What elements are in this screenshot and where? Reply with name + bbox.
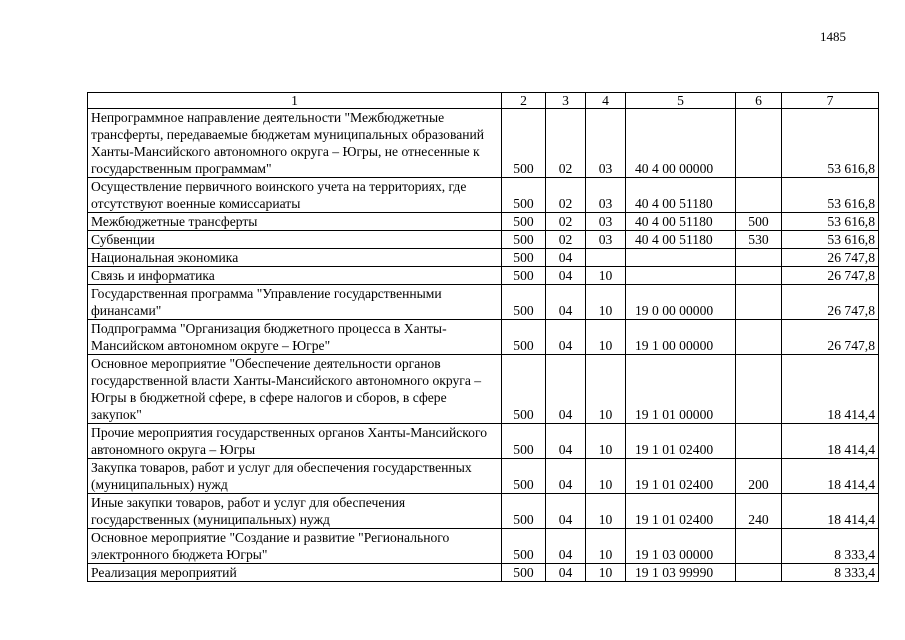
section-code-cell: 04 — [546, 320, 586, 355]
expense-type-code-cell: 240 — [736, 494, 782, 529]
amount-cell: 26 747,8 — [782, 267, 879, 285]
ministry-code-cell: 500 — [502, 267, 546, 285]
target-article-code-cell: 40 4 00 51180 — [626, 213, 736, 231]
table-row — [88, 267, 879, 285]
section-code-cell: 04 — [546, 267, 586, 285]
subsection-code-cell: 03 — [586, 231, 626, 249]
subsection-code-cell: 03 — [586, 178, 626, 213]
section-code-cell: 04 — [546, 424, 586, 459]
table-row — [88, 529, 879, 564]
target-article-code-cell: 19 1 03 00000 — [626, 529, 736, 564]
column-header-6: 6 — [736, 93, 782, 109]
table-row — [88, 178, 879, 213]
subsection-code-cell: 10 — [586, 459, 626, 494]
page-number: 1485 — [820, 29, 846, 44]
expense-name-cell: Основное мероприятие "Создание и развитие "Регионального электронного бюджета Югры" — [88, 529, 502, 564]
amount-cell: 18 414,4 — [782, 494, 879, 529]
expense-name-cell: Национальная экономика — [88, 249, 502, 267]
expense-type-code-cell — [736, 320, 782, 355]
ministry-code-cell: 500 — [502, 459, 546, 494]
amount-cell: 53 616,8 — [782, 213, 879, 231]
expense-type-code-cell — [736, 564, 782, 582]
ministry-code-cell: 500 — [502, 231, 546, 249]
table-row — [88, 355, 879, 424]
table-row — [88, 231, 879, 249]
column-header-3: 3 — [546, 93, 586, 109]
expense-type-code-cell — [736, 424, 782, 459]
expense-name-cell: Осуществление первичного воинского учета на территориях, где отсутствуют военные комиссариаты — [88, 178, 502, 213]
subsection-code-cell: 10 — [586, 285, 626, 320]
section-code-cell: 02 — [546, 213, 586, 231]
expense-name-cell: Государственная программа "Управление государственными финансами" — [88, 285, 502, 320]
expense-name-cell: Непрограммное направление деятельности "Межбюджетные трансферты, передаваемые бюджетам муниципальных образований Ханты-Мансийского автономного округа – Югры, не отнесенные к государственным программам" — [88, 109, 502, 178]
target-article-code-cell: 19 1 01 00000 — [626, 355, 736, 424]
amount-cell: 53 616,8 — [782, 109, 879, 178]
expense-type-code-cell — [736, 109, 782, 178]
expense-type-code-cell — [736, 267, 782, 285]
expense-name-cell: Подпрограмма "Организация бюджетного процесса в Ханты-Мансийском автономном округе – Югре" — [88, 320, 502, 355]
ministry-code-cell: 500 — [502, 529, 546, 564]
amount-cell: 53 616,8 — [782, 231, 879, 249]
table-row — [88, 494, 879, 529]
ministry-code-cell: 500 — [502, 320, 546, 355]
amount-cell: 26 747,8 — [782, 320, 879, 355]
expense-type-code-cell — [736, 529, 782, 564]
subsection-code-cell: 03 — [586, 109, 626, 178]
subsection-code-cell: 03 — [586, 213, 626, 231]
amount-cell: 26 747,8 — [782, 249, 879, 267]
section-code-cell: 04 — [546, 529, 586, 564]
expense-name-cell: Связь и информатика — [88, 267, 502, 285]
amount-cell: 8 333,4 — [782, 564, 879, 582]
subsection-code-cell: 10 — [586, 424, 626, 459]
table-row — [88, 249, 879, 267]
target-article-code-cell: 19 0 00 00000 — [626, 285, 736, 320]
section-code-cell: 04 — [546, 249, 586, 267]
target-article-code-cell: 40 4 00 51180 — [626, 231, 736, 249]
expense-type-code-cell: 200 — [736, 459, 782, 494]
target-article-code-cell: 40 4 00 51180 — [626, 178, 736, 213]
amount-cell: 53 616,8 — [782, 178, 879, 213]
ministry-code-cell: 500 — [502, 355, 546, 424]
column-header-7: 7 — [782, 93, 879, 109]
section-code-cell: 04 — [546, 355, 586, 424]
amount-cell: 26 747,8 — [782, 285, 879, 320]
ministry-code-cell: 500 — [502, 249, 546, 267]
table-row — [88, 459, 879, 494]
expense-type-code-cell — [736, 355, 782, 424]
target-article-code-cell: 19 1 01 02400 — [626, 459, 736, 494]
section-code-cell: 04 — [546, 459, 586, 494]
subsection-code-cell: 10 — [586, 267, 626, 285]
expense-type-code-cell — [736, 285, 782, 320]
section-code-cell: 02 — [546, 178, 586, 213]
expense-type-code-cell — [736, 178, 782, 213]
expense-name-cell: Иные закупки товаров, работ и услуг для обеспечения государственных (муниципальных) нужд — [88, 494, 502, 529]
amount-cell: 8 333,4 — [782, 529, 879, 564]
target-article-code-cell: 19 1 00 00000 — [626, 320, 736, 355]
expense-name-cell: Прочие мероприятия государственных органов Ханты-Мансийского автономного округа – Югры — [88, 424, 502, 459]
table-row — [88, 564, 879, 582]
column-header-1: 1 — [88, 93, 502, 109]
ministry-code-cell: 500 — [502, 424, 546, 459]
column-header-2: 2 — [502, 93, 546, 109]
expense-name-cell: Основное мероприятие "Обеспечение деятельности органов государственной власти Ханты-Мансийского автономного округа – Югры в бюджетной сфере, в сфере налогов и сборов, в сфере закупок" — [88, 355, 502, 424]
table-row — [88, 109, 879, 178]
table-row — [88, 213, 879, 231]
target-article-code-cell: 19 1 01 02400 — [626, 424, 736, 459]
ministry-code-cell: 500 — [502, 213, 546, 231]
expense-type-code-cell: 530 — [736, 231, 782, 249]
section-code-cell: 02 — [546, 109, 586, 178]
section-code-cell: 04 — [546, 494, 586, 529]
subsection-code-cell: 10 — [586, 320, 626, 355]
expense-name-cell: Межбюджетные трансферты — [88, 213, 502, 231]
amount-cell: 18 414,4 — [782, 424, 879, 459]
expense-name-cell: Субвенции — [88, 231, 502, 249]
subsection-code-cell: 10 — [586, 494, 626, 529]
subsection-code-cell: 10 — [586, 529, 626, 564]
target-article-code-cell: 19 1 01 02400 — [626, 494, 736, 529]
ministry-code-cell: 500 — [502, 494, 546, 529]
ministry-code-cell: 500 — [502, 178, 546, 213]
target-article-code-cell: 40 4 00 00000 — [626, 109, 736, 178]
table-row — [88, 285, 879, 320]
expense-name-cell: Реализация мероприятий — [88, 564, 502, 582]
ministry-code-cell: 500 — [502, 285, 546, 320]
table-row — [88, 320, 879, 355]
target-article-code-cell: 19 1 03 99990 — [626, 564, 736, 582]
ministry-code-cell: 500 — [502, 564, 546, 582]
section-code-cell: 04 — [546, 564, 586, 582]
expense-type-code-cell: 500 — [736, 213, 782, 231]
target-article-code-cell — [626, 249, 736, 267]
target-article-code-cell — [626, 267, 736, 285]
table-row — [88, 424, 879, 459]
header-row — [88, 93, 879, 109]
subsection-code-cell: 10 — [586, 564, 626, 582]
subsection-code-cell: 10 — [586, 355, 626, 424]
section-code-cell: 02 — [546, 231, 586, 249]
section-code-cell: 04 — [546, 285, 586, 320]
budget-table — [87, 92, 879, 582]
column-header-4: 4 — [586, 93, 626, 109]
expense-type-code-cell — [736, 249, 782, 267]
amount-cell: 18 414,4 — [782, 459, 879, 494]
column-header-5: 5 — [626, 93, 736, 109]
ministry-code-cell: 500 — [502, 109, 546, 178]
expense-name-cell: Закупка товаров, работ и услуг для обеспечения государственных (муниципальных) нужд — [88, 459, 502, 494]
amount-cell: 18 414,4 — [782, 355, 879, 424]
subsection-code-cell — [586, 249, 626, 267]
